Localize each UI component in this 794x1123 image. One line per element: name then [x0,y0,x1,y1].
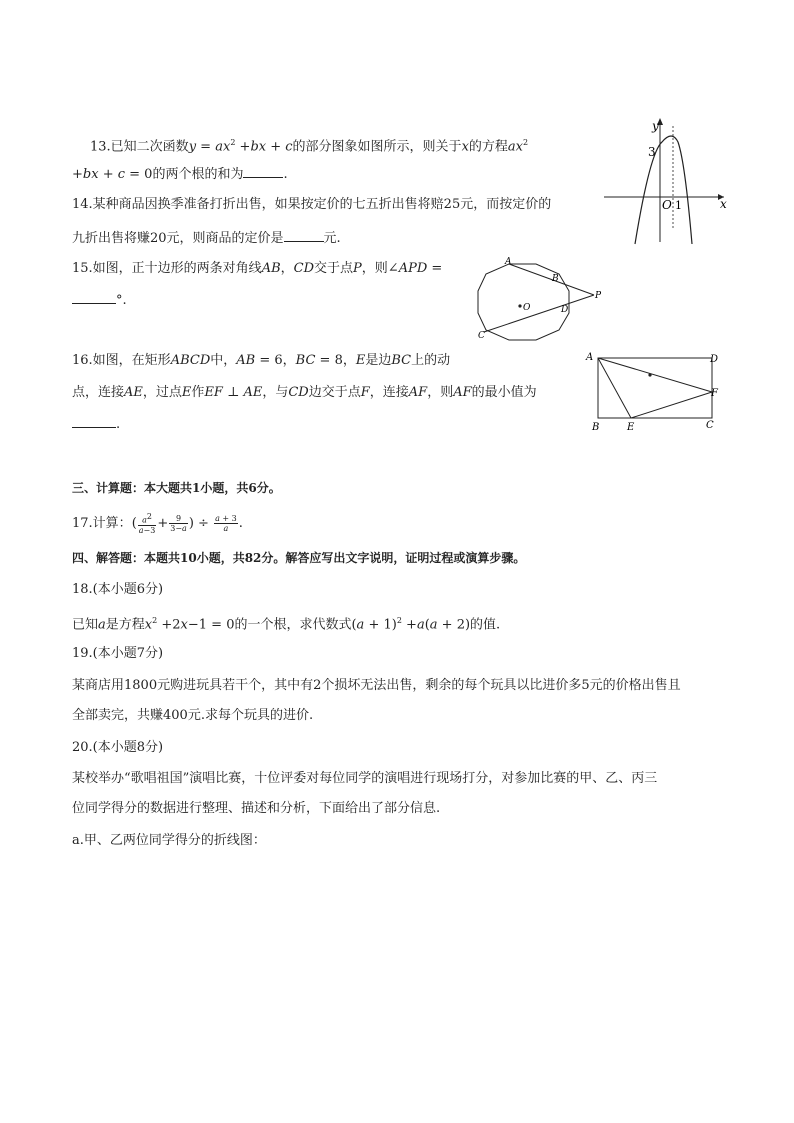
q14-line2: 九折出售将赚20元，则商品的定价是 元. [72,228,341,248]
q20-line3: a.甲、乙两位同学得分的折线图： [72,833,266,848]
q19-line2: 全部卖完，共赚400元.求每个玩具的进价. [72,708,314,723]
midpoint-dot [648,373,651,376]
label-O: O [523,303,531,313]
y-tick-label: 3 [648,145,656,159]
label-A: A [586,352,594,363]
q18-text: 已知a是方程$x^2 +2x-1 = 0$的一个根，求代数式$(a + 1)^2 +a(a + 2)$的值. [72,616,501,633]
label-E: E [627,422,635,433]
y-label: y [652,119,659,133]
q19-line1: 某商店用1800元购进玩具若干个，其中有2个损坏无法出售，剩余的每个玩具以比进价多5元的价格出售且 [72,678,681,693]
q16-line2: 点，连接AE，过点E作EF ⊥ AE，与CD边交于点F，连接AF，则AF的最小值为 [72,385,537,400]
q16-rectangle-figure [584,348,724,436]
label-D: D [710,354,719,365]
origin-label: O [662,198,672,212]
label-P: P [595,291,602,301]
label-C: C [478,331,485,341]
label-B: B [592,422,600,433]
q14-line1: 14.某种商品因换季准备打折出售，如果按定价的七五折出售将赔25元，而按定价的 [72,197,552,212]
label-C: C [706,420,714,431]
q20-line1: 某校举办“歌唱祖国”演唱比赛，十位评委对每位同学的演唱进行现场打分，对参加比赛的甲、乙、丙三 [72,771,658,786]
q15-decagon-figure [474,256,614,348]
q20-line2: 位同学得分的数据进行整理、描述和分析，下面给出了部分信息. [72,801,441,816]
segment-AE [598,358,631,418]
q18-header: 18.(本小题6分) [72,582,164,597]
q13-parabola-figure [600,112,740,252]
q17-prefix: 17.计算： [72,515,132,531]
rectangle-ABCD [598,358,712,418]
parabola-curve [635,136,692,244]
label-D: D [561,305,569,315]
label-B: B [552,274,559,284]
q20-header: 20.(本小题8分) [72,740,164,755]
q13-line2: +bx + c = 0的两个根的和为 . [72,164,288,184]
q13-line1: 13.已知二次函数$y = ax^2 +bx + c$的部分图象如图所示，则关于x的方程$ax^2$ [90,138,529,155]
label-F: F [711,388,718,399]
q15-line2: °. [72,290,127,310]
q15-line1: 15.如图，正十边形的两条对角线AB，CD交于点P，则∠APD = [72,261,443,276]
label-A: A [505,257,512,267]
segment-EF [631,392,712,418]
segment-AF [598,358,712,392]
x-tick-label: 1 [675,199,682,212]
q16-line1: 16.如图，在矩形ABCD中，AB = 6，BC = 8，E是边BC上的动 [72,353,451,368]
x-label: x [720,197,727,211]
q19-header: 19.(本小题7分) [72,646,164,661]
q17-suffix: . [238,515,243,531]
q16-line3: . [72,414,120,434]
section-4-heading: 四、解答题：本题共10小题，共82分。解答应写出文字说明，证明过程或演算步骤。 [72,551,526,565]
q17-expression: 17.计算：( $\frac{a^2}{a-3}$ + $\frac{9}{3-a}$ ) ÷ $\frac{a + 3}{a}$ . [72,512,243,535]
section-3-heading: 三、计算题：本大题共1小题，共6分。 [72,481,281,495]
center-point [518,304,521,307]
segment-CP [484,295,594,332]
